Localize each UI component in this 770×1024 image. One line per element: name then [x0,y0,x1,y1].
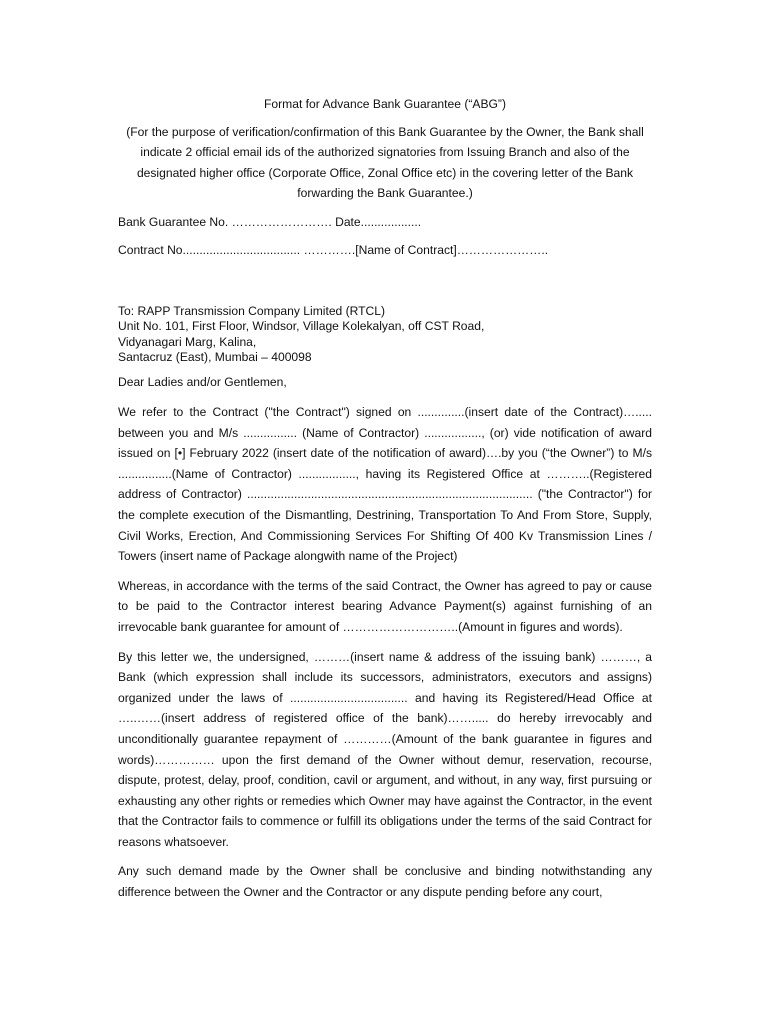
paragraph-demand: Any such demand made by the Owner shall be conclusive and binding notwithstanding any difference between the Owner and the Contractor or any dispute pending before any court, [118,864,652,900]
address-line-1: To: RAPP Transmission Company Limited (RTCL) [118,303,386,318]
paragraph-contract-reference: We refer to the Contract ("the Contract") signed on ..............(insert date of the Contract)…..... between you and M/s ................ (Name of Contractor) ................., (or) vide notification of award issued on [•] February 2022 (insert date of the notification of award)….by you (“the Owner”) to M/s ................(Name of Contractor) ................., having its Registered Office at ………..(Registered address of Contractor) ..................................................................................... ("the Contractor") for the complete execution of the Dismantling, Destrining, Transportation To And From Store, Supply, Civil Works, Erection, And Commissioning Services For Shifting Of 400 Kv Transmission Lines / Towers (insert name of Package alongwith name of the Project) [118,405,652,564]
address-line-2: Unit No. 101, First Floor, Windsor, Village Kolekalyan, off CST Road, [118,319,485,334]
address-line-4: Santacruz (East), Mumbai – 400098 [118,350,312,365]
document-title: Format for Advance Bank Guarantee (“ABG”) [264,97,506,111]
salutation: Dear Ladies and/or Gentlemen, [118,375,287,389]
recipient-address [118,304,652,366]
contract-line: Contract No................................... ………….[Name of Contract]………………….. [118,242,549,257]
document-body [118,94,652,903]
paragraph-guarantee: By this letter we, the undersigned, ………(insert name & address of the issuing bank) ………, a Bank (which expression shall include its successors, administrators, executors and assigns) organized under the laws of ................................... and having its Registered/Head Office at …..……(insert address of registered office of the bank)……..... do hereby irrevocably and unconditionally guarantee repayment of …………(Amount of the bank guarantee in figures and words)…………… upon the first demand of the Owner without demur, reservation, recourse, dispute, protest, delay, proof, condition, cavil or argument, and without, in any way, first pursuing or exhausting any other rights or remedies which Owner may have against the Contractor, in the event that the Contractor fails to commence or fulfill its obligations under the terms of the said Contract for reasons whatsoever. [118,649,652,849]
address-line-3: Vidyanagari Marg, Kalina, [118,334,257,349]
bank-guarantee-line: Bank Guarantee No. ……………………. Date.................. [118,214,422,229]
paragraph-whereas: Whereas, in accordance with the terms of the said Contract, the Owner has agreed to pay or cause to be paid to the Contractor interest bearing Advance Payment(s) against furnishing of an irrevocable bank guarantee for amount of ………………………..(Amount in figures and words). [118,578,652,634]
intro-note: (For the purpose of verification/confirmation of this Bank Guarantee by the Owner, the Bank shall indicate 2 official email ids of the authorized signatories from Issuing Branch and also of the designated higher office (Corporate Office, Zonal Office etc) in the covering letter of the Bank forwarding the Bank Guarantee.) [126,125,644,201]
